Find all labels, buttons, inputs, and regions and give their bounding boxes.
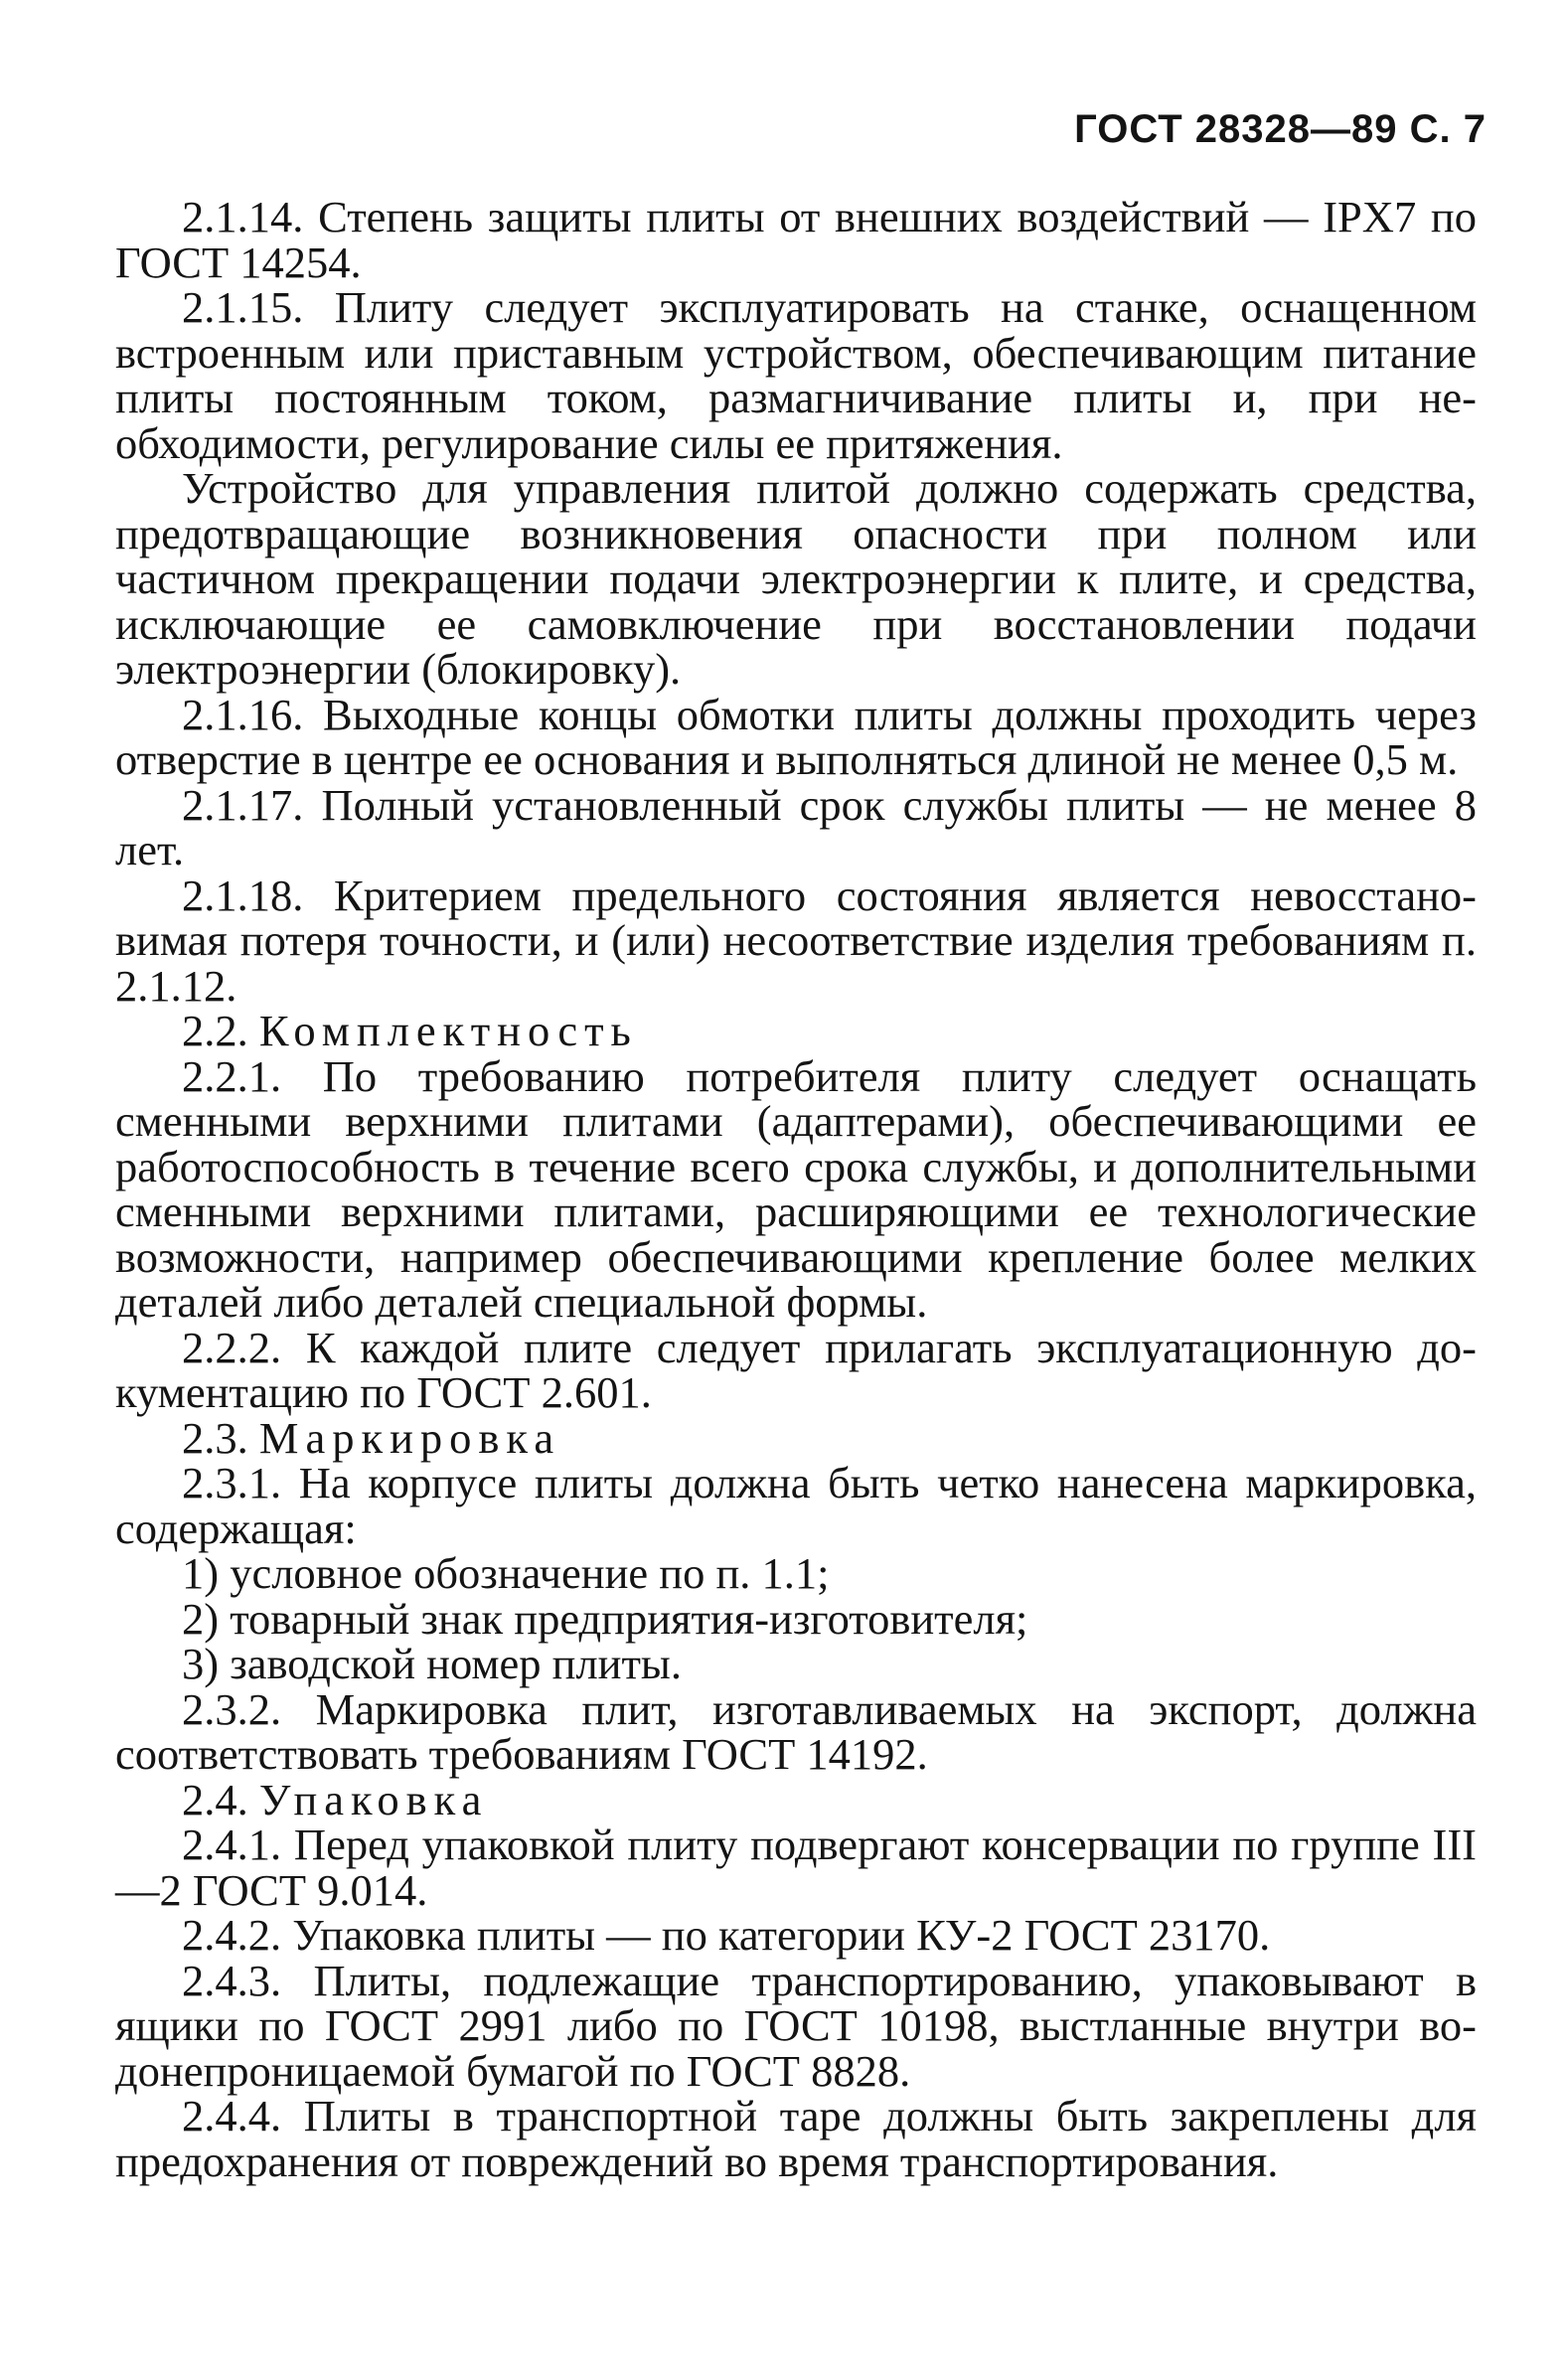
clause-2-3-1: 2.3.1. На корпусе плиты должна быть четко нанесена маркировка, содержащая: [115, 1458, 1477, 1553]
page-header [1074, 107, 1487, 152]
document-body [115, 192, 1477, 2186]
clause-2-4-4: 2.4.4. Плиты в транспортной таре должны быть закреплены для предохранения от повреждений во время транспортирования. [115, 2091, 1477, 2186]
clause-2-4-3: 2.4.3. Плиты, подлежащие транспортированию, упаковывают в ящики по ГОСТ 2991 либо по ГОСТ 10198, выстланные внутри водонепроницаемой бумагой по ГОСТ 8828. [115, 1955, 1477, 2096]
page-number: С. 7 [1409, 107, 1487, 151]
standard-number: ГОСТ 28328—89 [1074, 107, 1398, 151]
section-heading-2-3 [115, 1412, 1477, 1463]
section-number: 2.3. [182, 1412, 248, 1463]
clause-2-1-14: 2.1.14. Степень защиты плиты от внешних воздействий — IPX7 по ГОСТ 14254. [115, 192, 1477, 287]
clause-2-2-1: 2.2.1. По требованию потребителя плиту следует оснащать сменными верхними плитами (адаптерами), обеспечивающими ее работоспособность в течение всего срока службы, и дополнительными сменными верхними плитами, расширяющими ее технологические возможности, например обеспечивающими крепление более мелких деталей либо деталей специальной формы. [115, 1050, 1477, 1327]
clause-2-1-17: 2.1.17. Полный установленный срок службы плиты — не менее 8 лет. [115, 779, 1477, 874]
clause-2-4-2: 2.4.2. Упаковка плиты — по категории КУ-2 ГОСТ 23170. [182, 1910, 1271, 1960]
section-number: 2.2. [182, 1006, 248, 1055]
section-title: Комплектность [258, 1006, 638, 1055]
marking-list-item-1: 1) условное обозначение по п. 1.1; [182, 1548, 830, 1598]
clause-2-4-1: 2.4.1. Перед упаковкой плиту подвергают консервации по группе III—2 ГОСТ 9.014. [115, 1819, 1477, 1915]
section-title: Маркировка [258, 1412, 561, 1463]
clause-2-3-2: 2.3.2. Маркировка плит, изготавливаемых на экспорт, должна соответствовать требованиям ГОСТ 14192. [115, 1683, 1477, 1779]
clause-2-1-15: 2.1.15. Плиту следует эксплуатировать на станке, оснащенном встроенным или приставным устройством, обеспечивающим питание плиты постоянным током, размагничивание плиты и, при необходимости, регулирование силы ее притяжения. [115, 282, 1477, 468]
section-heading-2-2 [115, 1006, 1477, 1055]
clause-2-1-16: 2.1.16. Выходные концы обмотки плиты должны проходить через отверстие в центре ее основания и выполняться длиной не менее 0,5 м. [115, 689, 1477, 784]
section-number: 2.4. [182, 1774, 248, 1824]
section-heading-2-4 [115, 1774, 1477, 1824]
clause-2-1-18: 2.1.18. Критерием предельного состояния является невосстановимая потеря точности, и (или) несоответствие изделия требованиям п. 2.1.12. [115, 870, 1477, 1011]
section-title: Упаковка [258, 1774, 489, 1824]
clause-2-2-2: 2.2.2. К каждой плите следует прилагать эксплуатационную документацию по ГОСТ 2.601. [115, 1322, 1477, 1417]
marking-list-item-2: 2) товарный знак предприятия-изготовителя; [182, 1593, 1028, 1644]
clause-2-1-15-control: Устройство для управления плитой должно содержать средства, предотвращающие возникновения опасности при полном или частичном прекращении подачи электроэнергии к плите, и средства, исключающие ее самовключение при восстановлении подачи электроэнергии (блокировку). [115, 463, 1477, 694]
marking-list-item-3: 3) заводской номер плиты. [182, 1639, 682, 1688]
